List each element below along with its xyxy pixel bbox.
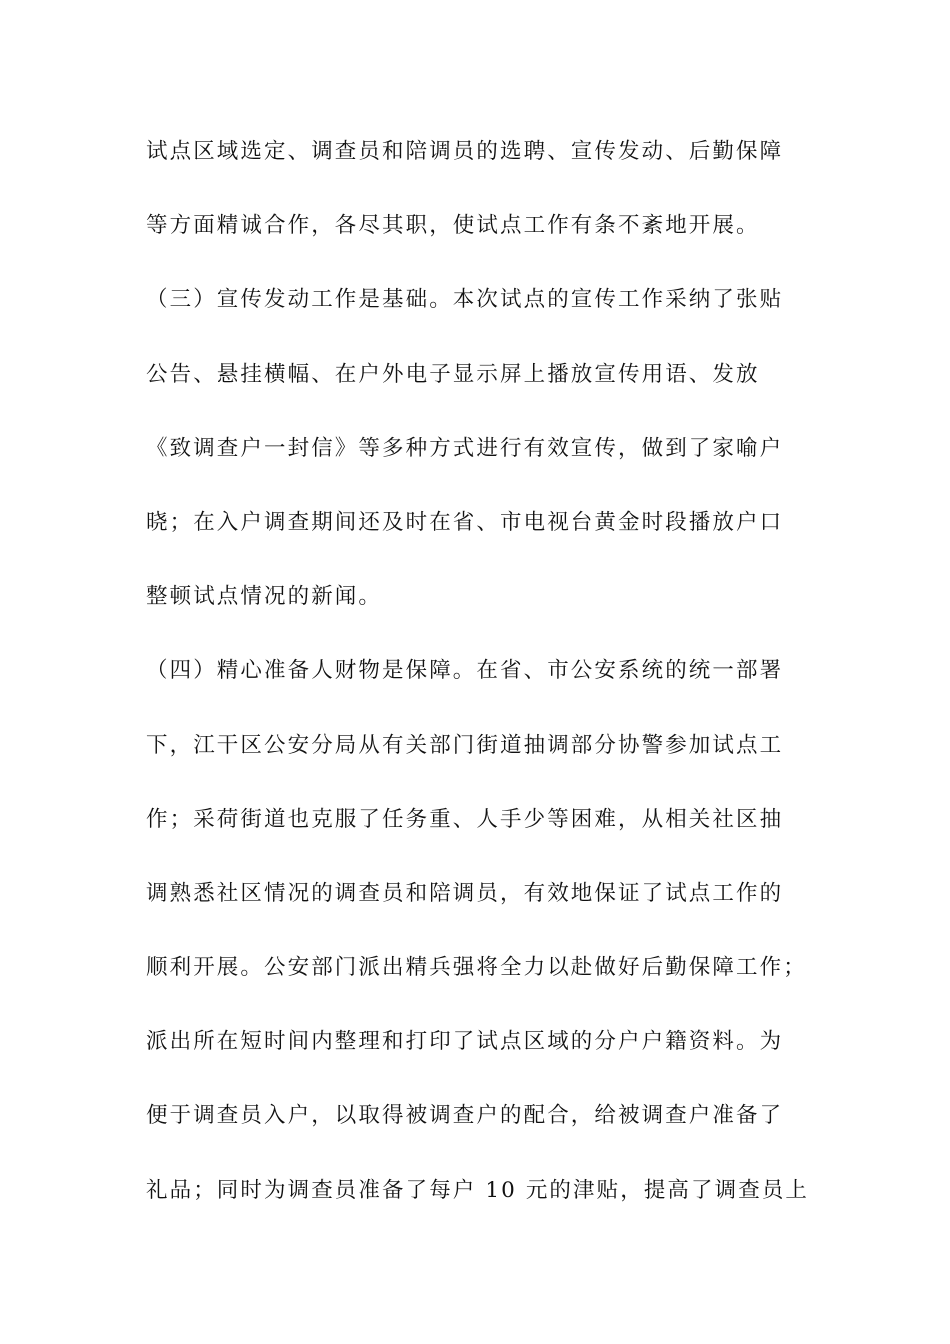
text-line: 《致调查户一封信》等多种方式进行有效宣传，做到了家喻户 bbox=[146, 435, 784, 461]
text-line: 整顿试点情况的新闻。 bbox=[146, 584, 383, 610]
text-line: 调熟悉社区情况的调查员和陪调员，有效地保证了试点工作的 bbox=[146, 880, 784, 906]
text-line: （三）宣传发动工作是基础。本次试点的宣传工作采纳了张贴 bbox=[146, 287, 784, 313]
text-line: 等方面精诚合作，各尽其职，使试点工作有条不紊地开展。 bbox=[146, 213, 760, 239]
text-line: 晓；在入户调查期间还及时在省、市电视台黄金时段播放户口 bbox=[146, 509, 784, 535]
document-body bbox=[146, 134, 810, 1247]
text-line: 顺利开展。公安部门派出精兵强将全力以赴做好后勤保障工作； bbox=[146, 955, 807, 981]
text-line: 派出所在短时间内整理和打印了试点区域的分户户籍资料。为 bbox=[146, 1029, 784, 1055]
text-line: 公告、悬挂横幅、在户外电子显示屏上播放宣传用语、发放 bbox=[146, 361, 760, 387]
text-line: 试点区域选定、调查员和陪调员的选聘、宣传发动、后勤保障 bbox=[146, 139, 784, 164]
text-line: （四）精心准备人财物是保障。在省、市公安系统的统一部署 bbox=[146, 658, 784, 684]
text-line: 便于调查员入户，以取得被调查户的配合，给被调查户准备了 bbox=[146, 1103, 784, 1129]
text-line: 作；采荷街道也克服了任务重、人手少等困难，从相关社区抽 bbox=[146, 806, 784, 832]
text-line: 礼品；同时为调查员准备了每户 10 元的津贴，提高了调查员上 bbox=[146, 1177, 810, 1203]
text-line: 下，江干区公安分局从有关部门街道抽调部分协警参加试点工 bbox=[146, 732, 784, 758]
